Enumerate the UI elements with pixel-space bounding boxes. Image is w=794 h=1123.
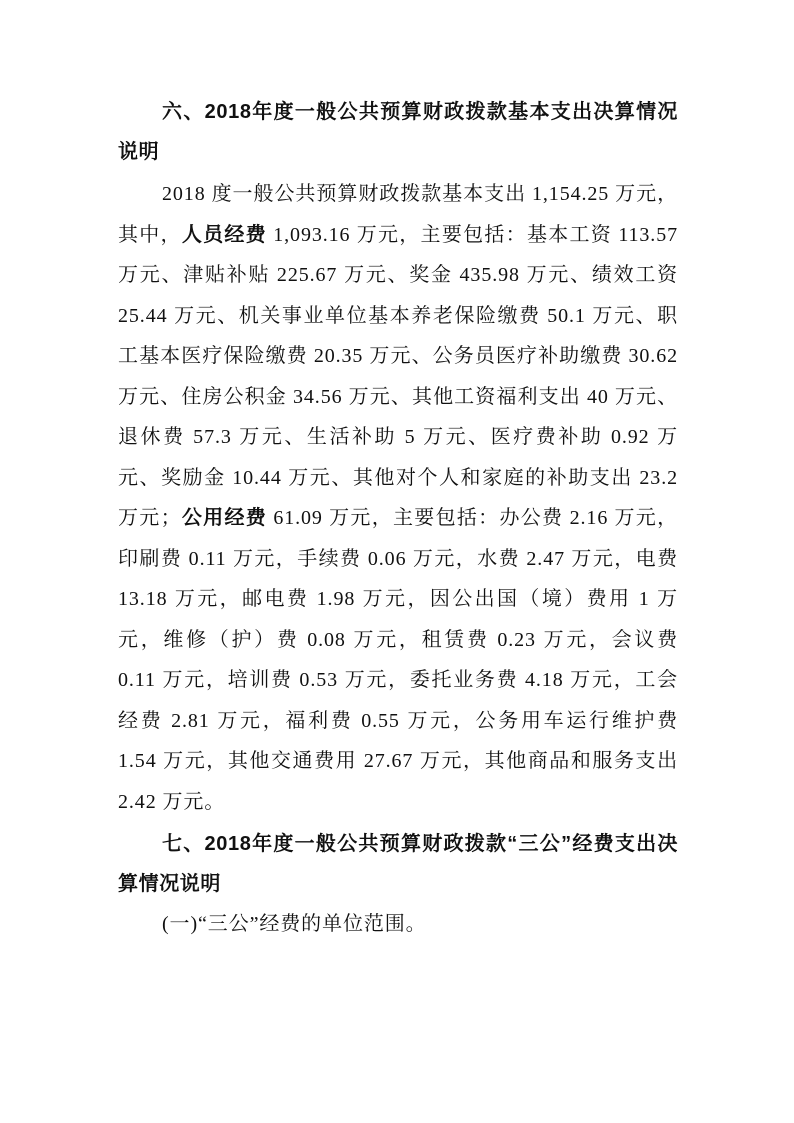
section-6-heading: 六、2018年度一般公共预算财政拨款基本支出决算情况说明	[118, 101, 678, 163]
section-7-heading: 七、2018年度一般公共预算财政拨款“三公”经费支出决算情况说明	[118, 833, 678, 895]
intro-text: 2018 度一般公共预算财政拨款基本支出 1,154.25 万元，其中，	[118, 183, 678, 246]
personnel-expense-text: 1,093.16 万元，主要包括：基本工资 113.57 万元、津贴补贴 225.67 万元、奖金 435.98 万元、绩效工资 25.44 万元、机关事业单位基本养老保险缴费 50.1 万元、职工基本医疗保险缴费 20.35 万元、公务员医疗补助缴费 30.62 万元、住房公积金 34.56 万元、其他工资福利支出 40 万元、退休费 57.3 万元、生活补助 5 万元、医疗费补助 0.92 万元、奖励金 10.44 万元、其他对个人和家庭的补助支出 23.2 万元；	[118, 223, 679, 529]
document-page	[118, 92, 678, 944]
public-expense-label: 公用经费	[181, 507, 268, 529]
personnel-expense-label: 人员经费	[181, 223, 267, 246]
section-7-subheading-1: (一)“三公”经费的单位范围。	[162, 913, 427, 935]
section-6-paragraph	[118, 174, 678, 822]
public-expense-text: 61.09 万元，主要包括：办公费 2.16 万元，印刷费 0.11 万元，手续费 0.06 万元，水费 2.47 万元，电费 13.18 万元，邮电费 1.98 万元，因公出国（境）费用 1 万元，维修（护）费 0.08 万元，租赁费 0.23 万元，会议费 0.11 万元，培训费 0.53 万元，委托业务费 4.18 万元，工会经费 2.81 万元，福利费 0.55 万元，公务用车运行维护费 1.54 万元，其他交通费用 27.67 万元，其他商品和服务支出 2.42 万元。	[118, 507, 678, 813]
